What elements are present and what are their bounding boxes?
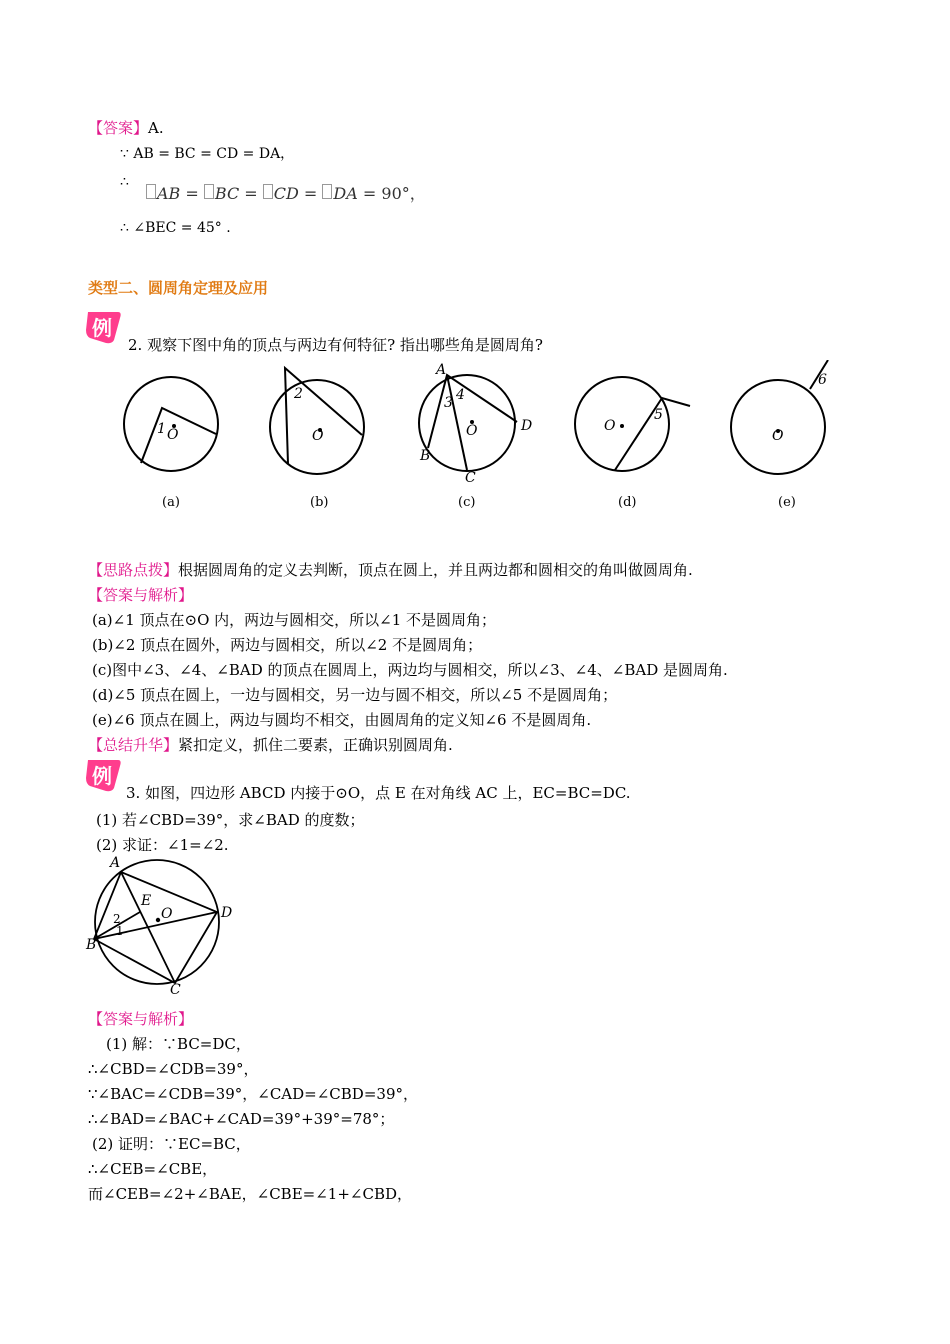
ex3-label-b: B	[86, 937, 97, 953]
ex3-label-2: 2	[113, 912, 121, 926]
caption-c: (c)	[458, 495, 476, 510]
arc-tail: ，	[409, 184, 426, 203]
fig-b-angle-label: 2	[294, 386, 303, 402]
ex3-label-d: D	[221, 905, 233, 921]
ex1-line3: ∴ ∠BEC = 45° .	[120, 220, 231, 236]
ex3-step-6: ∴∠CEB=∠CBE，	[88, 1160, 218, 1178]
fig-c-point-b: B	[420, 448, 431, 464]
caption-e: (e)	[778, 495, 796, 510]
answer-tag: 【答案】	[88, 119, 149, 137]
badge-label: 例	[92, 764, 112, 788]
ex2-answer-d: (d)∠5 顶点在圆上，一边与圆相交，另一边与圆不相交，所以∠5 不是圆周角；	[92, 686, 618, 704]
figure-a-angle	[141, 408, 216, 463]
summary-tag: 【总结升华】	[88, 736, 179, 754]
answer-text: A.	[148, 119, 164, 137]
ex2-answer-a: (a)∠1 顶点在⊙O 内，两边与圆相交，所以∠1 不是圆周角；	[92, 611, 497, 629]
fig-c-point-a: A	[436, 362, 447, 378]
ex2-question: 2. 观察下图中角的顶点与两边有何特征? 指出哪些角是圆周角?	[128, 336, 543, 354]
ex3-analysis-tag: 【答案与解析】	[88, 1010, 194, 1028]
fig-c-angle3: 3	[444, 395, 453, 411]
ex3-step-4: ∴∠BAD=∠BAC+∠CAD=39°+39°=78°；	[88, 1110, 395, 1128]
fig-a-angle-label: 1	[157, 421, 166, 437]
ex3-label-1: 1	[116, 924, 124, 938]
ex2-hint	[88, 560, 693, 580]
example-badge-icon	[84, 310, 124, 346]
fig-d-center: O	[604, 418, 616, 434]
caption-b: (b)	[310, 495, 329, 510]
fig-c-point-d: D	[521, 418, 533, 434]
figure-b-circle	[270, 380, 364, 474]
figure-a-circle	[124, 377, 218, 471]
arc-mark-icon	[263, 184, 273, 199]
caption-a: (a)	[162, 495, 180, 510]
fig-e-center: O	[772, 428, 784, 444]
fig-c-point-c: C	[465, 470, 476, 486]
fig-d-angle-label: 5	[654, 407, 663, 423]
ex3-step-2: ∴∠CBD=∠CDB=39°，	[88, 1060, 259, 1078]
ex3-step-5: (2) 证明：∵EC=BC，	[92, 1135, 251, 1153]
ex3-q2: (2) 求证：∠1=∠2.	[96, 836, 229, 854]
ex1-line1: ∵ AB = BC = CD = DA，	[120, 146, 295, 162]
ex3-step-7: 而∠CEB=∠2+∠BAE，∠CBE=∠1+∠CBD，	[88, 1185, 413, 1203]
figure-e-circle	[731, 380, 825, 474]
arc-cd: CD	[273, 184, 299, 203]
ex2-answer-e: (e)∠6 顶点在圆上，两边与圆均不相交，由圆周角的定义知∠6 不是圆周角.	[92, 711, 592, 729]
ex3-label-o: O	[161, 906, 173, 922]
ex1-arc-equation: AB = BC = CD = DA = 90°，	[146, 184, 426, 204]
ex3-step-3: ∵∠BAC=∠CDB=39°，∠CAD=∠CBD=39°，	[88, 1085, 418, 1103]
ex2-answer-b: (b)∠2 顶点在圆外，两边与圆相交，所以∠2 不是圆周角；	[92, 636, 483, 654]
example-badge-icon	[84, 758, 124, 794]
ex2-answer-c: (c)图中∠3、∠4、∠BAD 的顶点在圆周上，两边均与圆相交，所以∠3、∠4、∠BAD 是圆周角.	[92, 661, 728, 679]
summary-text: 紧扣定义，抓住二要素，正确识别圆周角.	[178, 736, 453, 754]
badge-label: 例	[92, 316, 112, 340]
ex3-question: 3. 如图，四边形 ABCD 内接于⊙O，点 E 在对角线 AC 上，EC=BC=DC.	[126, 784, 631, 802]
hint-tag: 【思路点拨】	[88, 561, 179, 579]
answer-line-ex1	[88, 118, 164, 138]
section-title: 类型二、圆周角定理及应用	[88, 279, 269, 297]
ex2-analysis-tag: 【答案与解析】	[88, 586, 194, 604]
fig-b-center: O	[312, 428, 324, 444]
arc-da: DA	[333, 184, 358, 203]
arc-mark-icon	[146, 184, 156, 199]
figure-b-angle	[285, 368, 362, 464]
fig-e-angle-label: 6	[818, 372, 827, 388]
fig-c-angle4: 4	[456, 387, 465, 403]
arc-mark-icon	[204, 184, 214, 199]
arc-ab: AB	[157, 184, 181, 203]
ex3-label-c: C	[170, 982, 181, 997]
hint-text: 根据圆周角的定义去判断，顶点在圆上，并且两边都和圆相交的角叫做圆周角.	[178, 561, 693, 579]
ex3-label-a: A	[110, 855, 121, 871]
caption-d: (d)	[618, 495, 637, 510]
fig-c-center: O	[466, 423, 478, 439]
arc-value: = 90°	[362, 184, 410, 203]
ex2-summary	[88, 735, 453, 755]
ex2-figures	[110, 360, 850, 520]
ex3-q1: (1) 若∠CBD=39°，求∠BAD 的度数；	[96, 811, 365, 829]
ex3-figure	[80, 852, 250, 997]
fig-a-center: O	[167, 427, 179, 443]
ex3-label-e: E	[141, 893, 152, 909]
ex3-step-1: (1) 解：∵BC=DC，	[106, 1035, 251, 1053]
arc-bc: BC	[214, 184, 240, 203]
ex1-therefore: ∴	[120, 174, 129, 190]
arc-mark-icon	[322, 184, 332, 199]
